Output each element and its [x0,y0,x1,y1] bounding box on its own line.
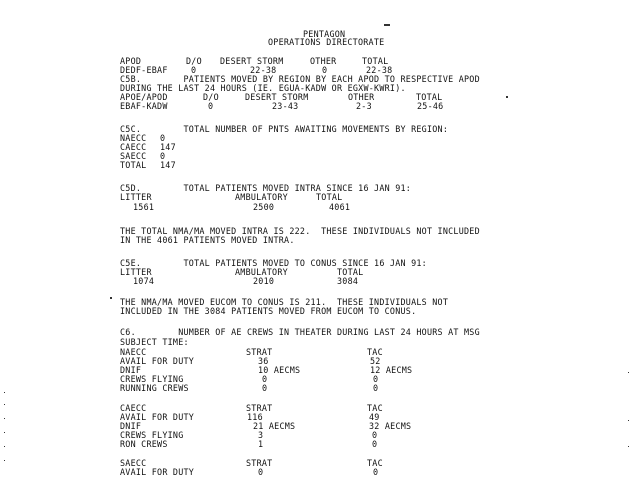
apod-row-other: 0 [322,65,328,75]
c5d-value-litter: 1561 [133,202,155,212]
c5c-label-total: TOTAL [120,160,147,170]
c6-caecc-row-label: AVAIL FOR DUTY [120,412,195,422]
c6-caecc-row-tac: 32 AECMS [369,421,412,431]
c5d-title: C5D. TOTAL PATIENTS MOVED INTRA SINCE 16 JAN 91: [120,183,412,193]
scan-speck [628,372,629,373]
c5e-value-ambulatory: 2010 [253,276,275,286]
c5b-header-do: D/O [203,92,219,102]
scan-speck [506,96,508,98]
c6-naecc-row-label: AVAIL FOR DUTY [120,356,195,366]
c5d-note-line1: THE TOTAL NMA/MA MOVED INTRA IS 222. THESE INDIVIDUALS NOT INCLUDED [120,226,480,236]
c6-caecc-row-tac: 0 [372,430,378,440]
c6-caecc-row-tac: 49 [369,412,380,422]
c5c-value-caecc: 147 [160,142,176,152]
c6-saecc-row-label: AVAIL FOR DUTY [120,467,195,477]
c6-naecc-row-label: RUNNING CREWS [120,383,189,393]
c5c-label-saecc: SAECC [120,151,147,161]
apod-header-other: OTHER [310,56,337,66]
c6-caecc-tac-header: TAC [367,403,383,413]
c6-naecc-row-tac: 0 [373,374,379,384]
c6-caecc-strat-header: STRAT [246,403,273,413]
c5e-title: C5E. TOTAL PATIENTS MOVED TO CONUS SINCE 16 JAN 91: [120,258,427,268]
c5b-header-other: OTHER [348,92,375,102]
apod-row-apod: DEDF-EBAF [120,65,168,75]
c6-caecc-row-strat: 116 [247,412,263,422]
c6-saecc-name: SAECC [120,458,147,468]
c6-caecc-row-strat: 21 AECMS [253,421,296,431]
c5e-header-ambulatory: AMBULATORY [235,267,288,277]
c6-naecc-row-strat: 10 AECMS [258,365,301,375]
c6-caecc-row-label: RON CREWS [120,439,168,449]
c5c-label-naecc: NAECC [120,133,147,143]
c5b-header-apoe: APOE/APOD [120,92,168,102]
scan-speck [4,404,5,405]
scan-speck [4,446,5,447]
apod-row-do: 0 [191,65,197,75]
c6-subtitle: SUBJECT TIME: [120,337,189,347]
c5d-value-total: 4061 [329,202,351,212]
scan-speck [628,446,629,447]
c6-naecc-row-strat: 36 [258,356,269,366]
c6-naecc-row-tac: 0 [373,383,379,393]
c6-naecc-row-strat: 0 [262,374,268,384]
c6-naecc-row-label: CREWS FLYING [120,374,184,384]
c6-naecc-row-label: DNIF [120,365,142,375]
apod-header-do: D/O [186,56,202,66]
scan-speck [4,418,5,419]
c5e-value-litter: 1074 [133,276,155,286]
c5d-header-ambulatory: AMBULATORY [235,192,288,202]
header-dept: OPERATIONS DIRECTORATE [268,37,385,47]
apod-row-total: 22-38 [366,65,393,75]
scan-speck [384,24,390,26]
scan-speck [4,432,5,433]
scan-speck [4,392,5,393]
c5e-header-litter: LITTER [120,267,152,277]
c5d-header-total: TOTAL [316,192,343,202]
c5e-note-line2: INCLUDED IN THE 3084 PATIENTS MOVED FROM EUCOM TO CONUS. [120,306,417,316]
c5d-value-ambulatory: 2500 [253,202,275,212]
c5e-value-total: 3084 [337,276,359,286]
c5b-row-other: 2-3 [356,101,372,111]
c5e-note-line1: THE NMA/MA MOVED EUCOM TO CONUS IS 211. THESE INDIVIDUALS NOT [120,297,449,307]
c5b-row-total: 25-46 [417,101,444,111]
c6-naecc-row-tac: 12 AECMS [370,365,413,375]
c5c-value-naecc: 0 [160,133,166,143]
c6-saecc-row-strat: 0 [258,467,264,477]
apod-header-storm: DESERT STORM [220,56,284,66]
apod-header-apod: APOD [120,56,142,66]
c6-naecc-name: NAECC [120,347,147,357]
c5d-header-litter: LITTER [120,192,152,202]
apod-header-total: TOTAL [362,56,389,66]
c5c-value-total: 147 [160,160,176,170]
c6-caecc-row-label: CREWS FLYING [120,430,184,440]
c5d-note-line2: IN THE 4061 PATIENTS MOVED INTRA. [120,235,295,245]
c5b-row-do: 0 [208,101,214,111]
c5b-line2: DURING THE LAST 24 HOURS (IE. EGUA-KADW OR EGXW-KWRI). [120,83,406,93]
c5c-value-saecc: 0 [160,151,166,161]
c6-caecc-row-strat: 3 [258,430,264,440]
scan-speck [628,420,629,421]
c6-naecc-row-tac: 52 [370,356,381,366]
c5b-header-total: TOTAL [416,92,443,102]
scan-speck [110,297,112,299]
scan-speck [4,460,5,461]
c6-saecc-strat-header: STRAT [246,458,273,468]
c6-naecc-strat-header: STRAT [246,347,273,357]
c6-caecc-row-tac: 0 [372,439,378,449]
c6-title: C6. NUMBER OF AE CREWS IN THEATER DURING LAST 24 HOURS AT MSG [120,327,480,337]
c5e-header-total: TOTAL [337,267,364,277]
c6-caecc-name: CAECC [120,403,147,413]
c5b-header-storm: DESERT STORM [245,92,309,102]
c6-naecc-tac-header: TAC [367,347,383,357]
c5b-line1: C5B. PATIENTS MOVED BY REGION BY EACH APOD TO RESPECTIVE APOD [120,74,480,84]
c5b-row-apoe: EBAF-KADW [120,101,168,111]
c6-saecc-row-tac: 0 [373,467,379,477]
c6-naecc-row-strat: 0 [262,383,268,393]
c5b-row-storm: 23-43 [272,101,299,111]
c6-saecc-tac-header: TAC [367,458,383,468]
c5c-label-caecc: CAECC [120,142,147,152]
apod-row-storm: 22-38 [250,65,277,75]
c6-caecc-row-strat: 1 [258,439,264,449]
header-org: PENTAGON [303,29,346,39]
c6-caecc-row-label: DNIF [120,421,142,431]
c5c-title: C5C. TOTAL NUMBER OF PNTS AWAITING MOVEMENTS BY REGION: [120,124,449,134]
